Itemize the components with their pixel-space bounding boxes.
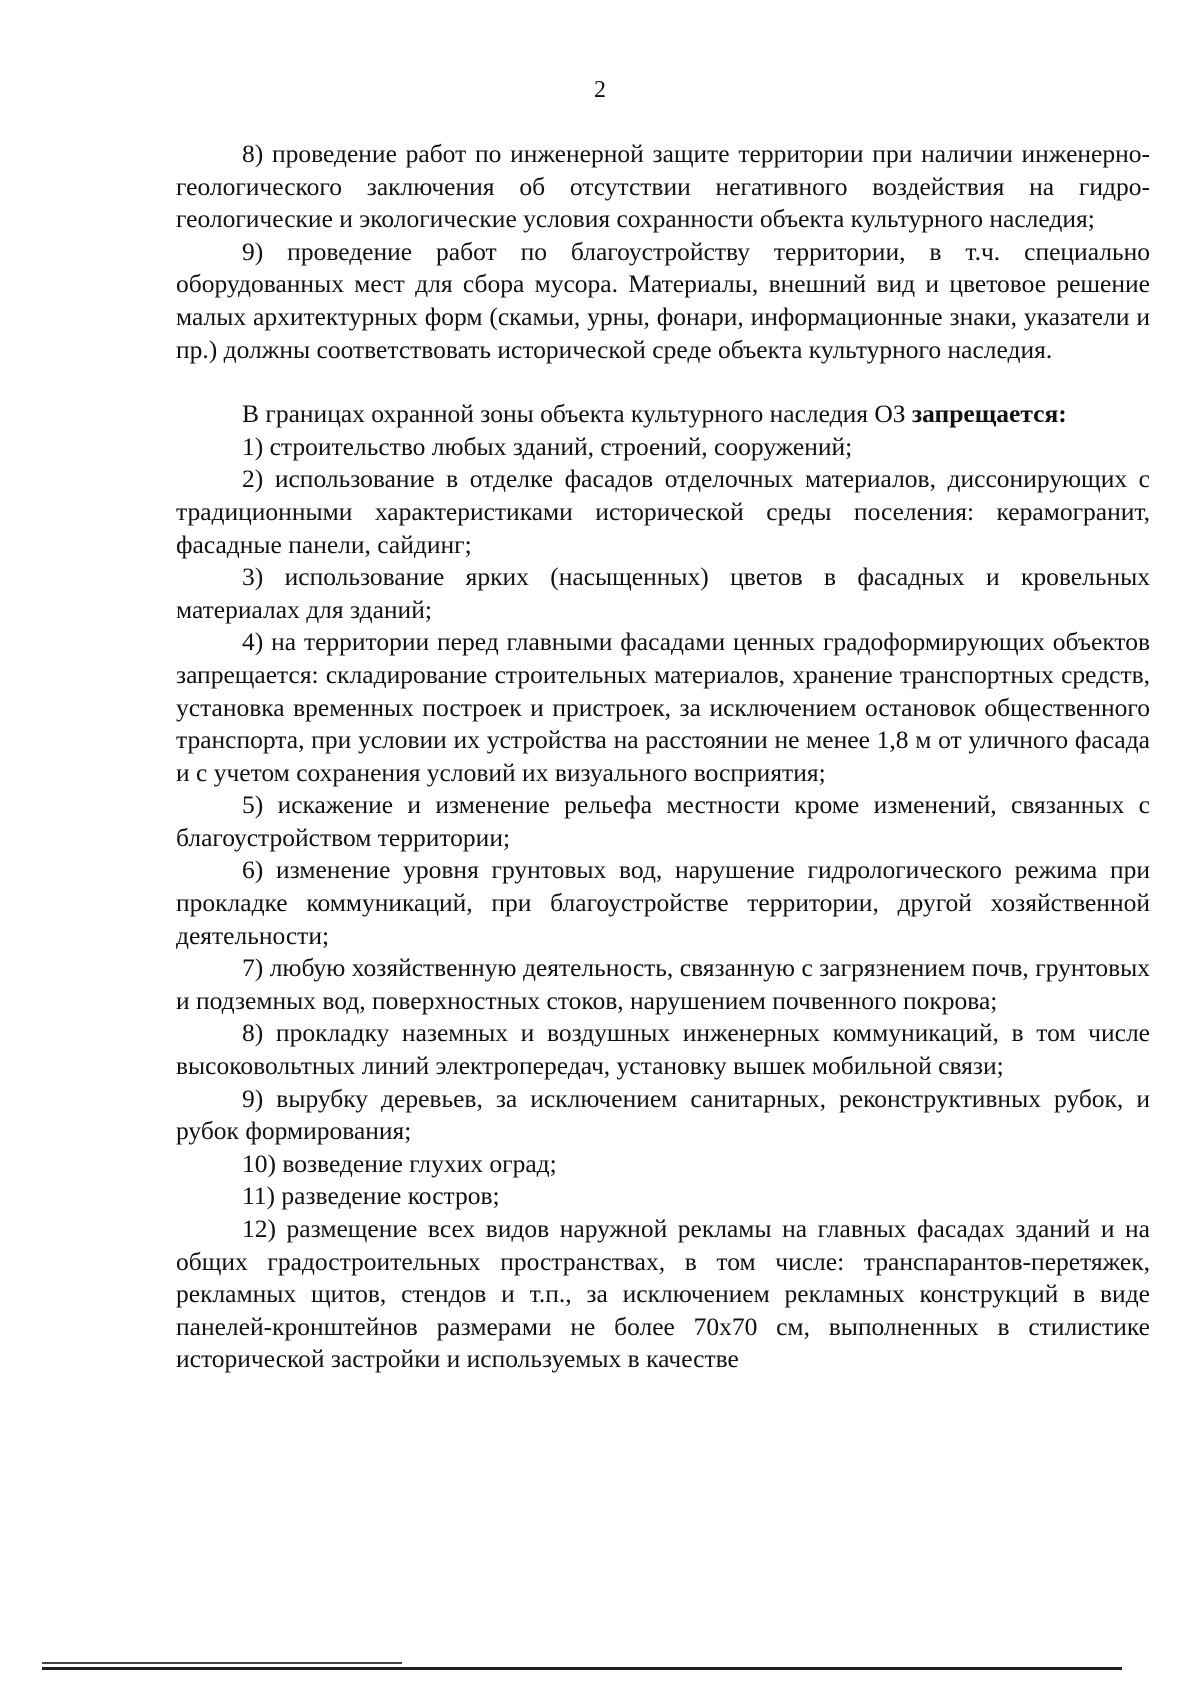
zone-prohibited-label: запрещается: <box>911 399 1067 429</box>
zone-prohibition-heading <box>176 398 1150 431</box>
paragraph-item-8-engineering-protection: 8) проведение работ по инженерной защите территории при наличии инженерно-геологического заключения об отсутствии негативного воздействия на гидро-геологические и экологические условия сохранности объекта культурного наследия; <box>176 139 1150 234</box>
prohibition-item-8: 8) прокладку наземных и воздушных инженерных коммуникаций, в том числе высоковольтных линий электропередач, установку вышек мобильной связи; <box>176 1018 1150 1081</box>
page-number: 2 <box>594 77 606 103</box>
prohibition-item-2: 2) использование в отделке фасадов отделочных материалов, диссонирующих с традиционными характеристиками исторической среды поселения: керамогранит, фасадные панели, сайдинг; <box>176 464 1150 559</box>
document-body <box>176 138 1150 1376</box>
prohibition-item-3: 3) использование ярких (насыщенных) цветов в фасадных и кровельных материалах для зданий; <box>176 562 1150 624</box>
prohibition-item-9: 9) вырубку деревьев, за исключением санитарных, реконструктивных рубок, и рубок формирования; <box>176 1083 1150 1146</box>
prohibition-item-11: 11) разведение костров; <box>242 1181 500 1211</box>
prohibition-item-5: 5) искажение и изменение рельефа местности кроме изменений, связанных с благоустройством территории; <box>176 790 1150 852</box>
prohibition-item-1: 1) строительство любых зданий, строений, сооружений; <box>242 431 853 461</box>
paragraph-item-9-landscaping: 9) проведение работ по благоустройству территории, в т.ч. специально оборудованных мест для сбора мусора. Материалы, внешний вид и цветовое решение малых архитектурных форм (скамьи, урны, фонари, информационные знаки, указатели и пр.) должны соответствовать исторической среде объекта культурного наследия. <box>176 236 1150 364</box>
prohibition-item-4: 4) на территории перед главными фасадами ценных градоформирующих объектов запрещается: складирование строительных материалов, хранение транспортных средств, установка временных построек и пристроек, за исключением остановок общественного транспорта, при условии их устройства на расстоянии не менее 1,8 м от уличного фасада и с учетом сохранения условий их визуального восприятия; <box>176 627 1150 787</box>
prohibition-item-10: 10) возведение глухих оград; <box>242 1148 557 1178</box>
scan-edge-line-upper <box>42 1662 402 1664</box>
prohibition-item-6: 6) изменение уровня грунтовых вод, нарушение гидрологического режима при прокладке коммуникаций, при благоустройстве территории, другой хозяйственной деятельности; <box>176 855 1150 950</box>
prohibition-item-12: 12) размещение всех видов наружной рекламы на главных фасадах зданий и на общих градостроительных пространствах, в том числе: транспарантов-перетяжек, рекламных щитов, стендов и т.п., за исключением рекламных конструкций в виде панелей-кронштейнов размерами не более 70х70 см, выполненных в стилистике исторической застройки и используемых в качестве <box>176 1214 1150 1374</box>
zone-intro-text: В границах охранной зоны объекта культурного наследия ОЗ <box>242 399 906 429</box>
scan-edge-line <box>42 1667 1122 1670</box>
prohibition-item-7: 7) любую хозяйственную деятельность, связанную с загрязнением почв, грунтовых и подземных вод, поверхностных стоков, нарушением почвенного покрова; <box>176 953 1150 1015</box>
